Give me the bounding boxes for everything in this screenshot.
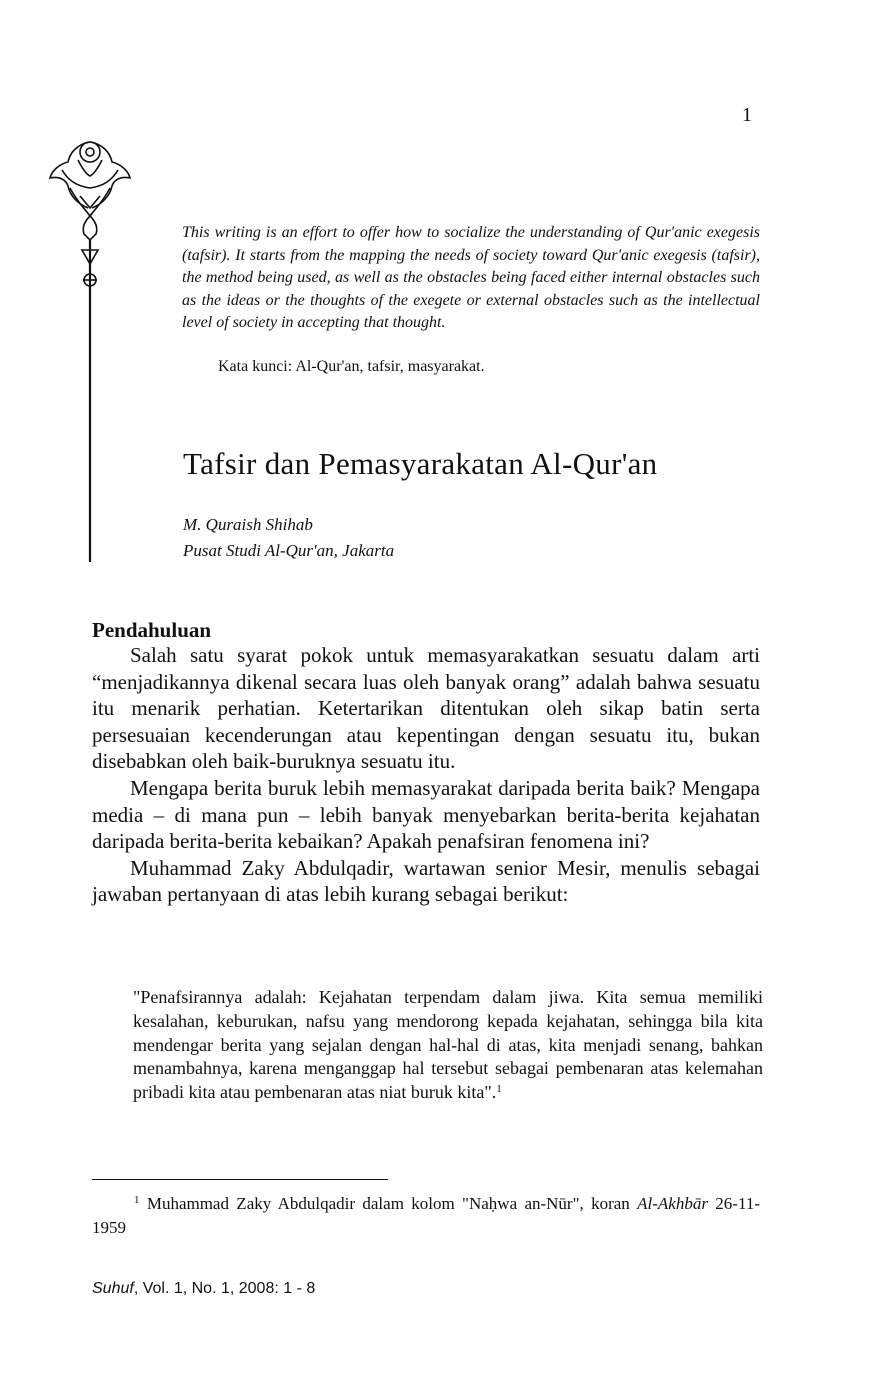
journal-footer (92, 1280, 315, 1298)
abstract: This writing is an effort to offer how to socialize the understanding of Qur'anic exegesis (tafsir). It starts from the mapping the needs of society toward Qur'anic exegesis (tafsir), the method being used, as well as the obstacles being faced either internal obstacles such as the ideas or the thoughts of the exegete or external obstacles such as the intellectual level of society in accepting that thought. (182, 224, 760, 332)
keywords: Kata kunci: Al-Qur'an, tafsir, masyarakat. (218, 358, 485, 375)
block-quote (133, 986, 763, 1105)
ornament-icon (40, 130, 140, 570)
page-number: 1 (742, 104, 752, 126)
footnote-source: Al-Akhbār (637, 1194, 708, 1213)
footnote-text: Muhammad Zaky Abdulqadir dalam kolom "Naḥwa an-Nūr", koran (146, 1194, 630, 1213)
body-text (92, 642, 760, 908)
footnote (92, 1192, 760, 1240)
author-block (183, 512, 394, 564)
author-affiliation: Pusat Studi Al-Qur'an, Jakarta (183, 541, 395, 560)
footnote-date: 26-11-1959 (92, 1194, 760, 1237)
quote-text: "Penafsirannya adalah: Kejahatan terpendam dalam jiwa. Kita semua memiliki kesalahan, keburukan, nafsu yang mendorong kepada kejahatan, sehingga bila kita mendengar berita yang sejalan dengan hal-hal di atas, kita menjadi senang, bahkan menambahnya, karena menganggap hal tersebut sebagai pembenaran atas kelemahan pribadi kita atau pembenaran atas niat buruk kita". (133, 987, 763, 1103)
author-name: M. Quraish Shihab (183, 515, 313, 534)
paragraph: Salah satu syarat pokok untuk memasyarakatkan sesuatu dalam arti “menjadikannya dikenal secara luas oleh banyak orang” adalah bahwa sesuatu itu menarik perhatian. Ketertarikan ditentukan oleh sikap batin serta persesuaian kecenderungan atau kepentingan dengan sesuatu itu, bukan disebabkan oleh baik-buruknya sesuatu itu. (92, 643, 760, 774)
footnote-marker: 1 (134, 1194, 140, 1206)
journal-citation: , Vol. 1, No. 1, 2008: 1 - 8 (133, 1280, 316, 1297)
paragraph: Muhammad Zaky Abdulqadir, wartawan senior Mesir, menulis sebagai jawaban pertanyaan di atas lebih kurang sebagai berikut: (92, 855, 760, 907)
article-title: Tafsir dan Pemasyarakatan Al-Qur'an (183, 446, 658, 481)
footnote-reference: 1 (496, 1083, 502, 1096)
footnote-divider (92, 1179, 388, 1180)
paragraph: Mengapa berita buruk lebih memasyarakat daripada berita baik? Mengapa media – di mana pun – lebih banyak menyebarkan berita-berita kejahatan daripada berita-berita kebaikan? Apakah penafsiran fenomena ini? (92, 775, 760, 854)
journal-name: Suhuf (92, 1280, 134, 1297)
section-heading: Pendahuluan (92, 618, 212, 642)
